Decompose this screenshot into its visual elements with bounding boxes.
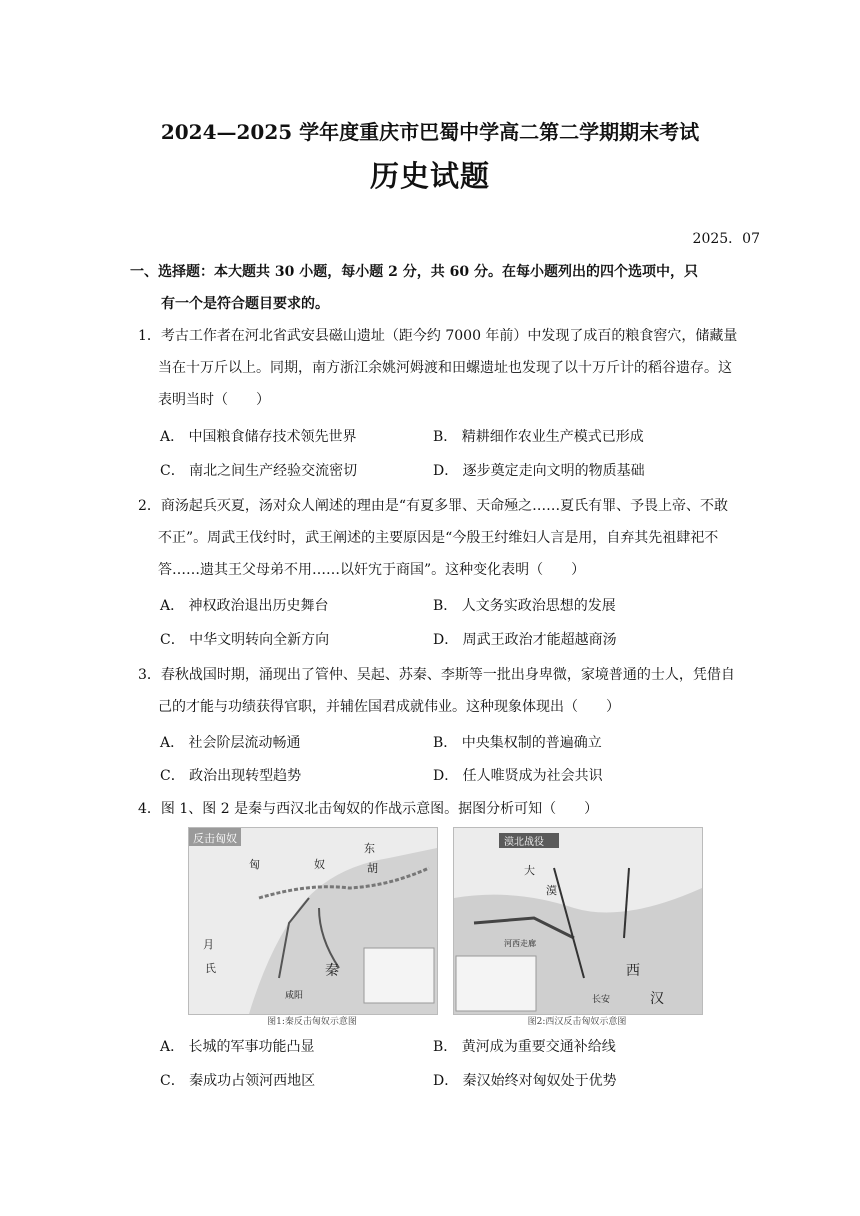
map2-label-hexi: 河西走廊 bbox=[504, 939, 536, 948]
question-1-option-a[interactable]: A． 中国粮食储存技术领先世界 bbox=[160, 429, 357, 445]
question-1-stem: 1．考古工作者在河北省武安县磁山遗址（距今约 7000 年前）中发现了成百的粮食窖穴，储藏量当在十万斤以上。同期，南方浙江余姚河姆渡和田螺遗址也发现了以十万斤计的稻谷遗存。这表明当时（ ） bbox=[138, 328, 738, 408]
exam-subtitle: 历史试题 bbox=[369, 159, 490, 193]
question-2-stem: 2．商汤起兵灭夏，汤对众人阐述的理由是“有夏多罪、天命殛之……夏氏有罪、予畏上帝、不敢不正”。周武王伐纣时，武王阐述的主要原因是“今殷王纣维妇人言是用，自弃其先祖肆祀不答……遗其王父母弟不用……以奸宄于商国”。这种变化表明（ ） bbox=[138, 498, 729, 578]
question-3-option-c[interactable]: C． 政治出现转型趋势 bbox=[160, 768, 302, 784]
question-3-option-d[interactable]: D． 任人唯贤成为社会共识 bbox=[433, 768, 603, 784]
question-4-option-c[interactable]: C． 秦成功占领河西地区 bbox=[160, 1073, 316, 1089]
figure-maps bbox=[188, 827, 701, 1029]
map1-label-shi: 氏 bbox=[205, 962, 216, 975]
question-2-option-b[interactable]: B． 人文务实政治思想的发展 bbox=[433, 598, 616, 614]
exam-title: 2024—2025 学年度重庆市巴蜀中学高二第二学期期末考试 bbox=[160, 120, 700, 144]
question-2-option-a[interactable]: A． 神权政治退出历史舞台 bbox=[160, 598, 329, 614]
question-2-option-c[interactable]: C． 中华文明转向全新方向 bbox=[160, 632, 330, 648]
map1-label-xiong: 匈 bbox=[249, 858, 260, 871]
map2-header: 漠北战役 bbox=[504, 837, 544, 848]
map1-label-qin: 秦 bbox=[325, 963, 339, 979]
question-4-option-b[interactable]: B． 黄河成为重要交通补给线 bbox=[433, 1039, 616, 1055]
map2-label-mo: 漠 bbox=[546, 884, 557, 897]
map-qin-drawing bbox=[189, 828, 437, 1014]
map2-label-da: 大 bbox=[524, 864, 535, 877]
map-han-drawing bbox=[454, 828, 702, 1014]
question-3-stem: 3．春秋战国时期，涌现出了管仲、吴起、苏秦、李斯等一批出身卑微，家境普通的士人，凭借自己的才能与功绩获得官职，并辅佐国君成就伟业。这种现象体现出（ ） bbox=[138, 667, 735, 715]
map1-label-yue: 月 bbox=[203, 938, 214, 951]
question-2 bbox=[138, 490, 738, 586]
question-1 bbox=[138, 320, 738, 416]
question-4-stem: 4．图 1、图 2 是秦与西汉北击匈奴的作战示意图。据图分析可知（ ） bbox=[138, 801, 599, 817]
map1-label-nu: 奴 bbox=[314, 858, 325, 871]
map1-label-xianyang: 咸阳 bbox=[285, 991, 304, 1001]
question-3-option-b[interactable]: B． 中央集权制的普遍确立 bbox=[433, 735, 602, 751]
section-heading bbox=[130, 256, 738, 320]
map1-label-dong: 东 bbox=[364, 842, 375, 855]
question-3 bbox=[138, 659, 738, 723]
map-qin-campaign bbox=[188, 827, 438, 1015]
question-2-option-d[interactable]: D． 周武王政治才能超越商汤 bbox=[433, 632, 617, 648]
map2-caption: 图2:西汉反击匈奴示意图 bbox=[527, 1017, 627, 1027]
map1-header: 反击匈奴 bbox=[193, 832, 237, 845]
section-heading-line1: 一、选择题：本大题共 30 小题，每小题 2 分，共 60 分。在每小题列出的四个选项中，只 bbox=[130, 264, 698, 280]
question-4-option-a[interactable]: A． 长城的军事功能凸显 bbox=[160, 1039, 315, 1055]
question-4-option-d[interactable]: D． 秦汉始终对匈奴处于优势 bbox=[433, 1073, 617, 1089]
map1-caption: 图1:秦反击匈奴示意图 bbox=[267, 1017, 357, 1027]
question-1-option-b[interactable]: B． 精耕细作农业生产模式已形成 bbox=[433, 429, 644, 445]
map2-label-changan: 长安 bbox=[592, 995, 611, 1005]
map2-label-xi: 西 bbox=[626, 963, 640, 979]
question-1-option-d[interactable]: D． 逐步奠定走向文明的物质基础 bbox=[433, 463, 645, 479]
map2-label-han: 汉 bbox=[650, 991, 664, 1007]
exam-date: 2025．07 bbox=[692, 231, 760, 247]
map-han-campaign bbox=[453, 827, 703, 1015]
question-4 bbox=[138, 793, 738, 825]
section-heading-line2: 有一个是符合题目要求的。 bbox=[161, 296, 329, 312]
question-3-option-a[interactable]: A． 社会阶层流动畅通 bbox=[160, 735, 301, 751]
map1-label-hu: 胡 bbox=[367, 862, 378, 875]
question-1-option-c[interactable]: C． 南北之间生产经验交流密切 bbox=[160, 463, 358, 479]
